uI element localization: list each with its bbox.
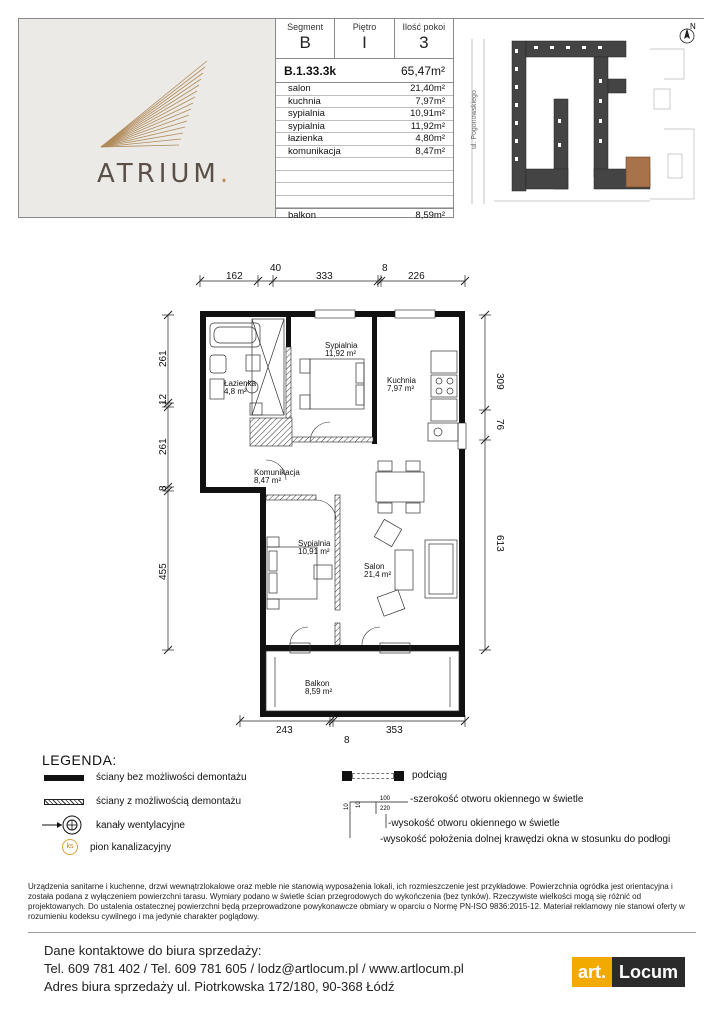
dim-bottom: 243: [276, 725, 293, 736]
room-label: Kuchnia: [387, 376, 416, 385]
apartment-code: B.1.33.3k: [284, 63, 337, 78]
apartment-code-row: [276, 59, 453, 83]
room-row: łazienka 4,80m²: [276, 133, 453, 146]
wall-removable-swatch: [44, 799, 84, 805]
legend-title: LEGENDA:: [42, 752, 117, 768]
apartment-total-area: 65,47m²: [400, 63, 445, 78]
room-label: Łazienka: [224, 379, 257, 388]
disclaimer: Urządzenia sanitarne i kuchenne, drzwi wewnątrzlokalowe oraz meble nie stanowią wyposażenia lokali, ich rozmieszczenie jest przykładowe. Powierzchnia ogródka jest orientacyjna i została podana z wyłączeniem powierzchni tarasu. Wymiary podano w świetle ścian przegrodowych do wykończenia (bez tynków). Rzeczywiste wielkości mogą się różnić od projektowanych. Do ustalenia ostatecznej powierzchni będą przeprowadzone powykonawcze obmiary w oparciu o Normę PN-ISO 9836:2015-12. Materiał reklamowy nie stanowi oferty w rozumieniu kodeksu cywilnego i ma jedynie charakter poglądowy.: [28, 882, 685, 921]
room-row-empty: [276, 196, 453, 209]
dim-top: 333: [316, 271, 333, 282]
win-height-value: 220: [380, 806, 391, 812]
room-row-empty: [276, 171, 453, 184]
legend-sill: podciąg: [342, 770, 447, 781]
legend-window-width: -szerokość otworu okiennego w świetle: [410, 794, 584, 805]
room-label: Sypialnia: [325, 341, 358, 350]
atrium-logo-icon: [89, 59, 209, 149]
legend-wall-removable: ściany z możliwością demontażu: [44, 796, 241, 807]
floor-cell: Piętro I: [335, 19, 394, 58]
dim-right: 613: [494, 535, 505, 552]
legend-window-sill-height: -wysokość położenia dolnej krawędzi okna w stosunku do podłogi: [380, 834, 671, 845]
dim-left: 261: [158, 438, 169, 455]
room-label: Balkon: [305, 679, 330, 688]
spec-table: [276, 19, 454, 221]
rooms-count-cell: Ilość pokoi 3: [402, 22, 446, 52]
balcony-row: balkon 8,59m²: [276, 208, 453, 222]
room-row-empty: [276, 183, 453, 196]
artlocum-logo: [572, 957, 685, 987]
dim-left: 12: [158, 393, 169, 405]
room-label: Sypialnia: [298, 539, 331, 548]
room-area: 7,97 m²: [387, 384, 415, 393]
legend-ventilation: kanały wentylacyjne: [40, 815, 185, 835]
dim-left: 261: [158, 350, 169, 367]
contact-heading: Dane kontaktowe do biura sprzedaży:: [44, 943, 262, 958]
contact-phones: Tel. 609 781 402 / Tel. 609 781 605 / lodz@artlocum.pl / www.artlocum.pl: [44, 961, 464, 976]
room-row: sypialnia 11,92m²: [276, 121, 453, 134]
ventilation-icon: [40, 815, 84, 835]
sill-swatch: [342, 771, 404, 781]
room-area: 8,59 m²: [305, 687, 333, 696]
contact-address: Adres biura sprzedaży ul. Piotrkowska 172/180, 90-368 Łódź: [44, 979, 395, 994]
dim-top: 8: [382, 263, 388, 274]
dim-top: 226: [408, 271, 425, 282]
logo-art: art.: [572, 957, 612, 987]
dim-bottom: 8: [344, 735, 350, 745]
win-sill-value: 10: [356, 801, 362, 808]
room-row: salon 21,40m²: [276, 83, 453, 96]
site-map: [454, 19, 703, 217]
dim-left: 8: [158, 485, 169, 491]
legend-wall-fixed: ściany bez możliwości demontażu: [44, 772, 247, 783]
room-label: Komunikacja: [254, 468, 300, 477]
dim-bottom: 353: [386, 725, 403, 736]
floor-plan: [140, 255, 580, 745]
room-area: 8,47 m²: [254, 476, 282, 485]
room-row: sypialnia 10,91m²: [276, 108, 453, 121]
room-row: kuchnia 7,97m²: [276, 96, 453, 109]
room-area: 10,91 m²: [298, 547, 330, 556]
legend-sewer: ks pion kanalizacyjny: [62, 839, 171, 855]
win-width-value: 100: [380, 796, 391, 802]
brand-name: ATRIUM.: [97, 159, 233, 189]
header: [18, 18, 704, 221]
room-area: 4,8 m²: [224, 387, 247, 396]
wall-fixed-swatch: [44, 775, 84, 781]
room-row: komunikacja 8,47m²: [276, 146, 453, 159]
apartment-highlight: [626, 157, 650, 187]
room-area: 21,4 m²: [364, 570, 392, 579]
north-label: N: [690, 22, 696, 31]
site-map-drawing: [454, 19, 704, 219]
dim-left: 455: [158, 563, 169, 580]
legend-window-height: -wysokość otworu okiennego w świetle: [388, 818, 560, 829]
street-label: ul. Pogonowskiego: [471, 90, 478, 149]
dim-top: 40: [270, 263, 282, 274]
brand-panel: [19, 19, 276, 217]
dim-right: 309: [494, 373, 505, 390]
logo-locum: Locum: [612, 957, 685, 987]
room-area: 11,92 m²: [325, 349, 356, 358]
sewer-icon: ks: [62, 839, 78, 855]
contact-block: [44, 942, 464, 996]
segment-cell: Segment B: [276, 19, 335, 58]
win-sill-value: 10: [344, 803, 350, 810]
dim-right: 76: [494, 419, 505, 431]
divider: [28, 932, 696, 933]
room-row-empty: [276, 158, 453, 171]
dim-top: 162: [226, 271, 243, 282]
room-label: Salon: [364, 562, 385, 571]
